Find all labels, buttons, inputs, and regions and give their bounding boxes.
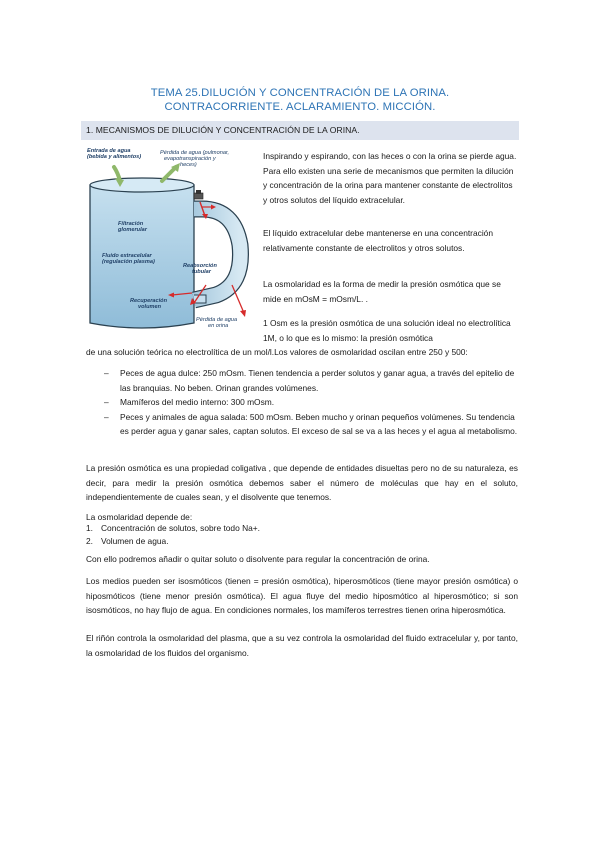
osmolarity-list (104, 366, 519, 439)
dependency-list (86, 522, 506, 547)
outlet-pipe (194, 295, 206, 303)
tank-top (90, 178, 194, 192)
label-filtracion-2: glomerular (118, 227, 147, 233)
label-perdida-top-3: heces) (180, 162, 197, 168)
osmoregulation-diagram (84, 145, 252, 337)
label-filtracion-1: Filtración (118, 221, 144, 227)
label-fluido-1: Fluido extracelular (102, 253, 152, 259)
label-perdida-orina-2: en orina (208, 323, 229, 329)
svg-text:Pérdida de agua en orina (196, 317, 239, 329)
label-reabsorcion-1: Reabsorción (183, 263, 217, 269)
svg-text:Filtración glomerular (117, 221, 148, 233)
paragraph-osmolarity: La osmolaridad es la forma de medir la presión osmótica que se mide en mOsM = mOsm/L. . (263, 279, 501, 304)
svg-text:Entrada de agua (bebida (87, 148, 141, 160)
label-entrada-1: Entrada de agua (87, 148, 131, 154)
section-heading-bar (81, 121, 519, 140)
section-heading: 1. MECANISMOS DE DILUCIÓN Y CONCENTRACIÓN DE LA ORINA. (86, 125, 360, 135)
page-title-line-2: CONTRACORRIENTE. ACLARAMIENTO. MICCIÓN. (164, 101, 436, 113)
list-item: 1. Concentración de solutos, sobre todo Na+. (86, 523, 260, 533)
paragraph-regulate: Con ello podremos añadir o quitar soluto o disolvente para regular la concentración de orina. (86, 554, 430, 564)
label-entrada-2: (bebida y alimentos) (87, 154, 142, 160)
paragraph-osm-definition: 1 Osm es la presión osmótica de una solución ideal no electrolítica 1M, o lo que es lo mismo: la presión osmótica (263, 318, 511, 343)
paragraph-extracellular: El líquido extracelular debe mantenerse en una concentración relativamente constante de electrolitos y otros solutos. (263, 228, 493, 253)
paragraph-media: Los medios pueden ser isosmóticos (tienen = presión osmótica), hiperosmóticos (tiene mayor presión osmótica) o hiposmóticos (tiene menor presión osmótica). El agua fluye del medio hiposmótico al hiperosmótico; si son isosmóticos, no hay flujo de agua. En condiciones normales, los mamíferos terrestres tienen orina hiperosmótica. (86, 576, 518, 615)
paragraph-depends: La osmolaridad depende de: (86, 512, 193, 522)
paragraph-colligative: La presión osmótica es una propiedad coligativa , que depende de entidades disueltas pero no de su naturaleza, es decir, para medir la presión osmótica debemos saber el número de moléculas que hay en el soluto, independientemente de cuales sean, y el disolvente que tenemos. (86, 463, 518, 502)
label-perdida-orina-1: Pérdida de agua (196, 317, 238, 323)
list-item: 2. Volumen de agua. (86, 535, 169, 546)
label-reabsorcion-2: tubular (192, 269, 211, 275)
svg-text:Pérdida de agua (pulmonar, (160, 150, 231, 168)
page-title-line-1: TEMA 25.DILUCIÓN Y CONCENTRACIÓN DE LA ORINA. (150, 87, 450, 99)
label-perdida-top-1: Pérdida de agua (pulmonar, (160, 150, 230, 156)
svg-text:Fluido extracelular (reg (102, 253, 155, 265)
paragraph-kidney: El riñón controla la osmolaridad del plasma, que a su vez controla la osmolaridad del fluido extracelular y, por tanto, la osmolaridad de los fluidos del organismo. (86, 633, 518, 658)
paragraph-osm-range: de una solución teórica no electrolítica de un mol/l.Los valores de osmolaridad oscilan entre 250 y 500: (86, 347, 468, 357)
label-recuperacion-2: volumen (138, 304, 162, 310)
label-fluido-2: (regulación plasma) (102, 259, 155, 265)
list-item: – Peces de agua dulce: 250 mOsm. Tienen tendencia a perder solutos y ganar agua, a través del epitelio de las branquias. No beben. Orinan grandes volúmenes. (104, 366, 519, 395)
label-recuperacion-1: Recuperación (130, 298, 167, 304)
list-item: – Peces y animales de agua salada: 500 mOsm. Beben mucho y orinan pequeños volúmenes. Su tendencia es perder agua y ganar sales, captan solutos. El exceso de sal se va a las heces y el agua al metabolismo. (104, 410, 519, 439)
label-perdida-top-2: evapotranspiración y (164, 156, 216, 162)
paragraph-intro: Inspirando y espirando, con las heces o con la orina se pierde agua. Para ello existen una serie de mecanismos que permiten la dilución y concentración de la orina para mantener constante de electrolitos y otros solutos del líquido extracelular. (263, 151, 517, 205)
list-item: – Mamíferos del medio interno: 300 mOsm. (104, 395, 519, 410)
